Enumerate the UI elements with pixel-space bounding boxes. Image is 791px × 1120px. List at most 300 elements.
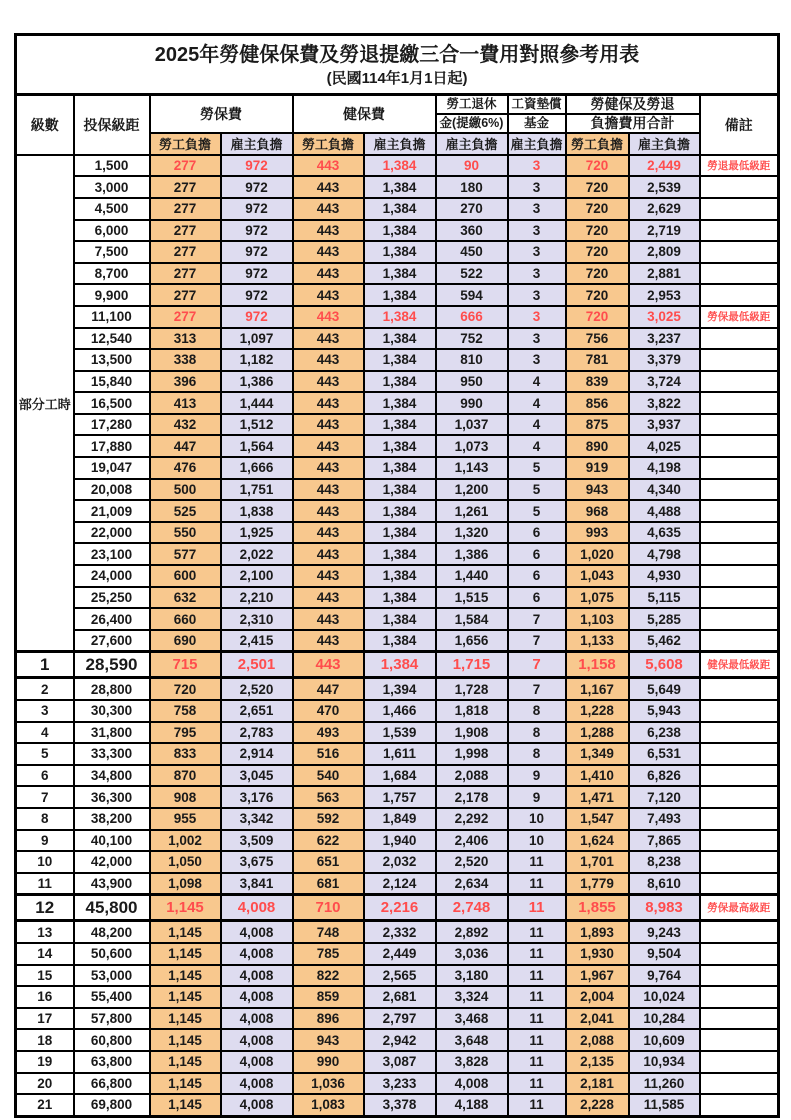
value-cell: 720 <box>566 284 629 306</box>
value-cell: 4,008 <box>221 1094 293 1116</box>
value-cell: 277 <box>150 198 221 220</box>
bracket-cell: 57,800 <box>74 1008 150 1030</box>
value-cell: 1,838 <box>221 500 293 522</box>
value-cell: 972 <box>221 155 293 177</box>
table-row <box>16 457 779 479</box>
value-cell: 2,181 <box>566 1073 629 1095</box>
table-row <box>16 851 779 873</box>
value-cell: 1,073 <box>436 435 508 457</box>
bracket-cell: 28,590 <box>74 652 150 678</box>
value-cell: 443 <box>293 414 364 436</box>
value-cell: 1,940 <box>364 830 436 852</box>
remark-cell <box>700 1094 779 1116</box>
value-cell: 1,002 <box>150 830 221 852</box>
table-row <box>16 808 779 830</box>
value-cell: 1,384 <box>364 479 436 501</box>
bracket-cell: 31,800 <box>74 722 150 744</box>
value-cell: 2,797 <box>364 1008 436 1030</box>
value-cell: 11 <box>508 1094 566 1116</box>
value-cell: 1,471 <box>566 786 629 808</box>
subheader-pension-employer: 雇主負擔 <box>436 133 508 155</box>
value-cell: 4,008 <box>221 921 293 943</box>
value-cell: 660 <box>150 608 221 630</box>
bracket-cell: 27,600 <box>74 630 150 652</box>
value-cell: 9,764 <box>629 965 700 987</box>
value-cell: 1,145 <box>150 1051 221 1073</box>
value-cell: 1,466 <box>364 700 436 722</box>
value-cell: 1,384 <box>364 587 436 609</box>
value-cell: 2,004 <box>566 986 629 1008</box>
bracket-cell: 36,300 <box>74 786 150 808</box>
level-cell: 2 <box>16 678 74 700</box>
value-cell: 7,120 <box>629 786 700 808</box>
value-cell: 443 <box>293 630 364 652</box>
value-cell: 1,083 <box>293 1094 364 1116</box>
value-cell: 277 <box>150 263 221 285</box>
value-cell: 6,826 <box>629 765 700 787</box>
value-cell: 1,384 <box>364 284 436 306</box>
bracket-cell: 42,000 <box>74 851 150 873</box>
remark-cell <box>700 198 779 220</box>
level-cell: 15 <box>16 965 74 987</box>
value-cell: 7,865 <box>629 830 700 852</box>
remark-cell <box>700 943 779 965</box>
value-cell: 3,822 <box>629 392 700 414</box>
value-cell: 3,509 <box>221 830 293 852</box>
value-cell: 1,384 <box>364 522 436 544</box>
value-cell: 447 <box>150 435 221 457</box>
value-cell: 1,261 <box>436 500 508 522</box>
value-cell: 2,520 <box>221 678 293 700</box>
value-cell: 690 <box>150 630 221 652</box>
value-cell: 2,953 <box>629 284 700 306</box>
remark-cell <box>700 830 779 852</box>
value-cell: 1,145 <box>150 1073 221 1095</box>
value-cell: 5 <box>508 500 566 522</box>
value-cell: 2,041 <box>566 1008 629 1030</box>
table-row <box>16 241 779 263</box>
value-cell: 1,384 <box>364 155 436 177</box>
value-cell: 1,930 <box>566 943 629 965</box>
value-cell: 600 <box>150 565 221 587</box>
table-row <box>16 328 779 350</box>
value-cell: 1,143 <box>436 457 508 479</box>
col-header-pension-line1: 勞工退休 <box>436 94 508 114</box>
value-cell: 890 <box>566 435 629 457</box>
value-cell: 3,025 <box>629 306 700 328</box>
value-cell: 2,178 <box>436 786 508 808</box>
level-cell: 17 <box>16 1008 74 1030</box>
table-row <box>16 608 779 630</box>
value-cell: 277 <box>150 306 221 328</box>
value-cell: 2,210 <box>221 587 293 609</box>
value-cell: 443 <box>293 652 364 678</box>
value-cell: 338 <box>150 349 221 371</box>
value-cell: 1,320 <box>436 522 508 544</box>
value-cell: 919 <box>566 457 629 479</box>
value-cell: 10 <box>508 830 566 852</box>
value-cell: 720 <box>566 155 629 177</box>
title-block <box>16 35 779 95</box>
value-cell: 1,133 <box>566 630 629 652</box>
bracket-cell: 24,000 <box>74 565 150 587</box>
value-cell: 720 <box>566 306 629 328</box>
value-cell: 5,608 <box>629 652 700 678</box>
table-row <box>16 943 779 965</box>
value-cell: 1,779 <box>566 873 629 895</box>
value-cell: 1,145 <box>150 986 221 1008</box>
value-cell: 1,384 <box>364 414 436 436</box>
value-cell: 4 <box>508 392 566 414</box>
table-row <box>16 652 779 678</box>
value-cell: 1,701 <box>566 851 629 873</box>
remark-cell <box>700 263 779 285</box>
value-cell: 896 <box>293 1008 364 1030</box>
remark-cell <box>700 743 779 765</box>
value-cell: 1,444 <box>221 392 293 414</box>
value-cell: 360 <box>436 220 508 242</box>
table-row <box>16 284 779 306</box>
value-cell: 1,967 <box>566 965 629 987</box>
value-cell: 1,855 <box>566 895 629 921</box>
value-cell: 396 <box>150 371 221 393</box>
value-cell: 2,292 <box>436 808 508 830</box>
value-cell: 756 <box>566 328 629 350</box>
level-cell: 5 <box>16 743 74 765</box>
remark-cell <box>700 500 779 522</box>
value-cell: 277 <box>150 241 221 263</box>
value-cell: 1,384 <box>364 457 436 479</box>
value-cell: 10 <box>508 808 566 830</box>
table-row <box>16 786 779 808</box>
value-cell: 943 <box>566 479 629 501</box>
value-cell: 720 <box>566 176 629 198</box>
value-cell: 4,008 <box>221 1029 293 1051</box>
table-row <box>16 176 779 198</box>
value-cell: 2,809 <box>629 241 700 263</box>
remark-cell <box>700 371 779 393</box>
value-cell: 443 <box>293 435 364 457</box>
value-cell: 720 <box>566 220 629 242</box>
table-row <box>16 1051 779 1073</box>
table-row <box>16 1008 779 1030</box>
level-cell: 3 <box>16 700 74 722</box>
value-cell: 839 <box>566 371 629 393</box>
bracket-cell: 66,800 <box>74 1073 150 1095</box>
value-cell: 1,384 <box>364 306 436 328</box>
table-row <box>16 587 779 609</box>
value-cell: 1,098 <box>150 873 221 895</box>
value-cell: 447 <box>293 678 364 700</box>
value-cell: 11 <box>508 943 566 965</box>
remark-cell <box>700 986 779 1008</box>
bracket-cell: 38,200 <box>74 808 150 830</box>
remark-cell <box>700 630 779 652</box>
value-cell: 1,145 <box>150 921 221 943</box>
level-cell: 14 <box>16 943 74 965</box>
bracket-cell: 40,100 <box>74 830 150 852</box>
col-header-labor-insurance: 勞保費 <box>150 94 293 133</box>
value-cell: 443 <box>293 155 364 177</box>
value-cell: 2,406 <box>436 830 508 852</box>
value-cell: 720 <box>566 263 629 285</box>
table-row <box>16 986 779 1008</box>
value-cell: 2,501 <box>221 652 293 678</box>
table-row <box>16 263 779 285</box>
value-cell: 90 <box>436 155 508 177</box>
remark-cell: 健保最低級距 <box>700 652 779 678</box>
table-row <box>16 1073 779 1095</box>
bracket-cell: 69,800 <box>74 1094 150 1116</box>
value-cell: 470 <box>293 700 364 722</box>
value-cell: 1,145 <box>150 965 221 987</box>
value-cell: 622 <box>293 830 364 852</box>
value-cell: 4 <box>508 371 566 393</box>
col-header-bracket: 投保級距 <box>74 94 150 155</box>
bracket-cell: 43,900 <box>74 873 150 895</box>
value-cell: 1,818 <box>436 700 508 722</box>
bracket-cell: 55,400 <box>74 986 150 1008</box>
value-cell: 443 <box>293 241 364 263</box>
bracket-cell: 28,800 <box>74 678 150 700</box>
value-cell: 8,610 <box>629 873 700 895</box>
bracket-cell: 26,400 <box>74 608 150 630</box>
value-cell: 3,379 <box>629 349 700 371</box>
remark-cell <box>700 543 779 565</box>
value-cell: 870 <box>150 765 221 787</box>
value-cell: 3 <box>508 220 566 242</box>
value-cell: 592 <box>293 808 364 830</box>
bracket-cell: 13,500 <box>74 349 150 371</box>
remark-cell <box>700 678 779 700</box>
value-cell: 443 <box>293 198 364 220</box>
value-cell: 8 <box>508 743 566 765</box>
value-cell: 4 <box>508 414 566 436</box>
value-cell: 4,008 <box>221 965 293 987</box>
level-cell: 9 <box>16 830 74 852</box>
remark-cell <box>700 328 779 350</box>
value-cell: 795 <box>150 722 221 744</box>
value-cell: 1,384 <box>364 371 436 393</box>
value-cell: 11 <box>508 921 566 943</box>
value-cell: 1,384 <box>364 500 436 522</box>
table-row <box>16 155 779 177</box>
value-cell: 3 <box>508 306 566 328</box>
level-cell: 18 <box>16 1029 74 1051</box>
value-cell: 2,032 <box>364 851 436 873</box>
bracket-cell: 17,880 <box>74 435 150 457</box>
value-cell: 1,386 <box>436 543 508 565</box>
value-cell: 4,008 <box>221 1073 293 1095</box>
table-row <box>16 565 779 587</box>
value-cell: 277 <box>150 176 221 198</box>
value-cell: 2,228 <box>566 1094 629 1116</box>
value-cell: 6 <box>508 565 566 587</box>
subheader-labor-employee: 勞工負擔 <box>150 133 221 155</box>
remark-cell <box>700 565 779 587</box>
page-title: 2025年勞健保保費及勞退提繳三合一費用對照參考用表 <box>154 44 640 66</box>
value-cell: 3,324 <box>436 986 508 1008</box>
value-cell: 2,310 <box>221 608 293 630</box>
value-cell: 758 <box>150 700 221 722</box>
remark-cell <box>700 1073 779 1095</box>
bracket-cell: 33,300 <box>74 743 150 765</box>
table-row <box>16 1094 779 1116</box>
value-cell: 1,384 <box>364 349 436 371</box>
value-cell: 2,022 <box>221 543 293 565</box>
bracket-cell: 45,800 <box>74 895 150 921</box>
value-cell: 4,008 <box>221 1008 293 1030</box>
value-cell: 1,656 <box>436 630 508 652</box>
value-cell: 715 <box>150 652 221 678</box>
title-row <box>16 35 779 95</box>
value-cell: 11 <box>508 895 566 921</box>
value-cell: 2,520 <box>436 851 508 873</box>
value-cell: 2,216 <box>364 895 436 921</box>
value-cell: 2,748 <box>436 895 508 921</box>
value-cell: 1,288 <box>566 722 629 744</box>
value-cell: 752 <box>436 328 508 350</box>
value-cell: 3,828 <box>436 1051 508 1073</box>
value-cell: 500 <box>150 479 221 501</box>
value-cell: 11 <box>508 851 566 873</box>
value-cell: 1,410 <box>566 765 629 787</box>
value-cell: 6 <box>508 522 566 544</box>
value-cell: 594 <box>436 284 508 306</box>
value-cell: 277 <box>150 284 221 306</box>
value-cell: 781 <box>566 349 629 371</box>
table-row <box>16 700 779 722</box>
value-cell: 1,998 <box>436 743 508 765</box>
value-cell: 1,893 <box>566 921 629 943</box>
bracket-cell: 1,500 <box>74 155 150 177</box>
value-cell: 5,649 <box>629 678 700 700</box>
value-cell: 1,440 <box>436 565 508 587</box>
remark-cell <box>700 808 779 830</box>
value-cell: 720 <box>150 678 221 700</box>
premium-reference-table <box>14 33 780 1118</box>
value-cell: 1,050 <box>150 851 221 873</box>
bracket-cell: 30,300 <box>74 700 150 722</box>
part-time-label: 部分工時 <box>16 155 74 652</box>
table-row <box>16 500 779 522</box>
table-row <box>16 722 779 744</box>
value-cell: 4,008 <box>221 943 293 965</box>
remark-cell <box>700 392 779 414</box>
remark-cell <box>700 522 779 544</box>
value-cell: 1,182 <box>221 349 293 371</box>
level-cell: 11 <box>16 873 74 895</box>
value-cell: 11 <box>508 1051 566 1073</box>
value-cell: 540 <box>293 765 364 787</box>
value-cell: 10,024 <box>629 986 700 1008</box>
value-cell: 4,008 <box>221 895 293 921</box>
value-cell: 11,585 <box>629 1094 700 1116</box>
value-cell: 3 <box>508 284 566 306</box>
table-row <box>16 630 779 652</box>
value-cell: 8 <box>508 700 566 722</box>
value-cell: 9 <box>508 765 566 787</box>
value-cell: 1,384 <box>364 652 436 678</box>
remark-cell <box>700 457 779 479</box>
table-row <box>16 392 779 414</box>
value-cell: 6 <box>508 543 566 565</box>
value-cell: 563 <box>293 786 364 808</box>
value-cell: 1,666 <box>221 457 293 479</box>
value-cell: 443 <box>293 263 364 285</box>
value-cell: 1,036 <box>293 1073 364 1095</box>
value-cell: 5,115 <box>629 587 700 609</box>
value-cell: 1,386 <box>221 371 293 393</box>
table-body <box>16 155 779 1116</box>
value-cell: 443 <box>293 176 364 198</box>
value-cell: 875 <box>566 414 629 436</box>
value-cell: 3 <box>508 328 566 350</box>
remark-cell <box>700 1051 779 1073</box>
level-cell: 6 <box>16 765 74 787</box>
value-cell: 9 <box>508 786 566 808</box>
value-cell: 4,488 <box>629 500 700 522</box>
value-cell: 710 <box>293 895 364 921</box>
bracket-cell: 11,100 <box>74 306 150 328</box>
remark-cell <box>700 435 779 457</box>
value-cell: 968 <box>566 500 629 522</box>
value-cell: 2,088 <box>436 765 508 787</box>
table-row <box>16 306 779 328</box>
value-cell: 516 <box>293 743 364 765</box>
value-cell: 443 <box>293 522 364 544</box>
subheader-health-employer: 雇主負擔 <box>364 133 436 155</box>
value-cell: 3 <box>508 176 566 198</box>
value-cell: 833 <box>150 743 221 765</box>
col-header-remark: 備註 <box>700 94 779 155</box>
value-cell: 443 <box>293 284 364 306</box>
value-cell: 270 <box>436 198 508 220</box>
value-cell: 2,088 <box>566 1029 629 1051</box>
value-cell: 993 <box>566 522 629 544</box>
subheader-health-employee: 勞工負擔 <box>293 133 364 155</box>
bracket-cell: 19,047 <box>74 457 150 479</box>
remark-cell: 勞退最低級距 <box>700 155 779 177</box>
value-cell: 4,340 <box>629 479 700 501</box>
value-cell: 2,914 <box>221 743 293 765</box>
value-cell: 632 <box>150 587 221 609</box>
value-cell: 1,200 <box>436 479 508 501</box>
value-cell: 2,332 <box>364 921 436 943</box>
value-cell: 443 <box>293 371 364 393</box>
remark-cell <box>700 1029 779 1051</box>
value-cell: 2,719 <box>629 220 700 242</box>
value-cell: 1,228 <box>566 700 629 722</box>
value-cell: 4 <box>508 435 566 457</box>
value-cell: 785 <box>293 943 364 965</box>
value-cell: 4,008 <box>221 1051 293 1073</box>
value-cell: 443 <box>293 457 364 479</box>
value-cell: 2,565 <box>364 965 436 987</box>
remark-cell <box>700 220 779 242</box>
value-cell: 4,188 <box>436 1094 508 1116</box>
level-cell: 16 <box>16 986 74 1008</box>
value-cell: 3,180 <box>436 965 508 987</box>
table-row <box>16 1029 779 1051</box>
bracket-cell: 50,600 <box>74 943 150 965</box>
value-cell: 3,176 <box>221 786 293 808</box>
level-cell: 20 <box>16 1073 74 1095</box>
value-cell: 972 <box>221 241 293 263</box>
col-header-wage-fund-line1: 工資墊償 <box>508 94 566 114</box>
level-cell: 21 <box>16 1094 74 1116</box>
value-cell: 1,384 <box>364 565 436 587</box>
